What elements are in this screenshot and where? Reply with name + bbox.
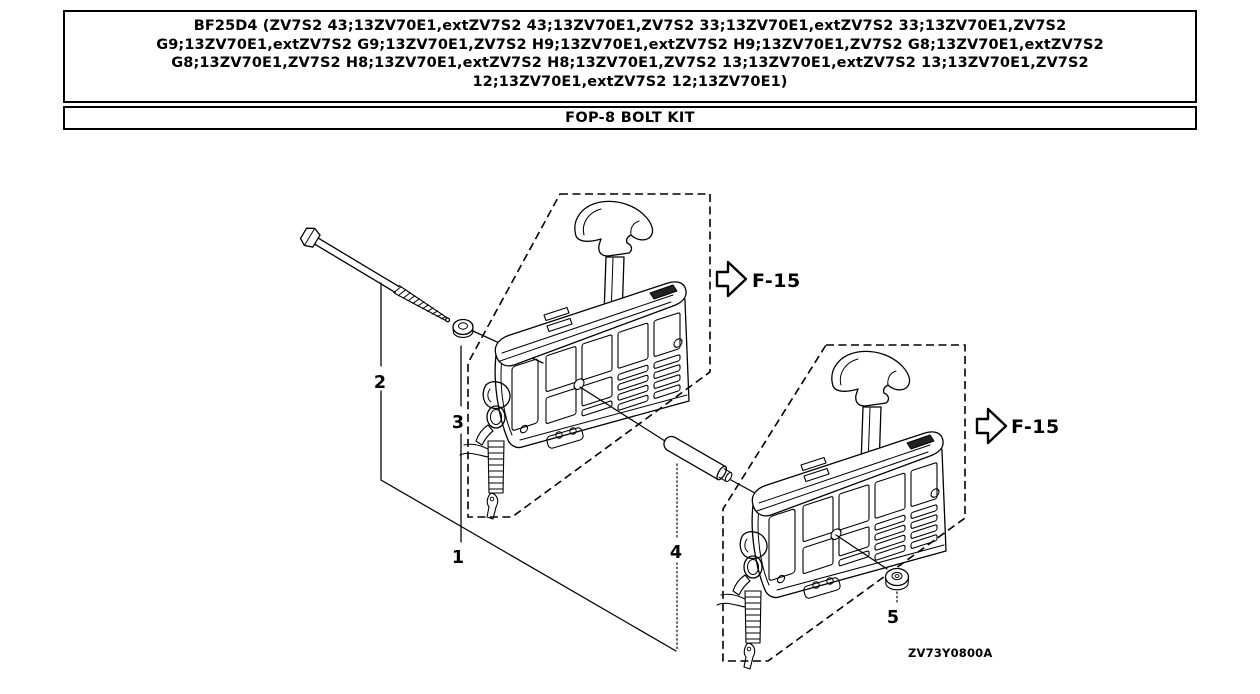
- f15-ref-right[interactable]: [977, 409, 1060, 443]
- callout-1[interactable]: 1: [451, 548, 465, 568]
- control-unit-right: [717, 351, 946, 669]
- callout-3[interactable]: 3: [451, 413, 465, 433]
- model-title-line: G9;13ZV70E1,extZV7S2 G9;13ZV70E1,ZV7S2 H9;13ZV70E1,extZV7S2 H9;13ZV70E1,ZV7S2 G8;13ZV70E1,extZV7S2: [156, 36, 1104, 53]
- leader-lines: [381, 283, 900, 651]
- part-nut-5: [886, 569, 909, 590]
- model-title-line: 12;13ZV70E1,extZV7S2 12;13ZV70E1): [472, 73, 788, 90]
- bolt-tip: [445, 317, 450, 322]
- callout-4[interactable]: 4: [669, 543, 683, 563]
- f15-ref-left[interactable]: [717, 262, 801, 296]
- section-title: FOP-8 BOLT KIT: [565, 110, 695, 126]
- leader-line-collar-left: [580, 387, 665, 441]
- f15-arrow-icon: [977, 409, 1006, 443]
- control-unit-left: [460, 201, 689, 519]
- callout-5[interactable]: 5: [886, 608, 900, 628]
- part-collar-4: [661, 434, 734, 485]
- f15-arrow-icon: [717, 262, 746, 296]
- drawing-code: ZV73Y0800A: [908, 646, 993, 660]
- callout-2[interactable]: 2: [373, 373, 387, 393]
- bolt-shank: [315, 238, 399, 292]
- bolt-threads: [395, 286, 449, 324]
- f15-ref-label[interactable]: F-15: [1011, 416, 1060, 438]
- part-nut-3: [453, 320, 473, 338]
- model-title-line: G8;13ZV70E1,ZV7S2 H8;13ZV70E1,extZV7S2 H8;13ZV70E1,ZV7S2 13;13ZV70E1,extZV7S2 13;13ZV70E1,ZV7S2: [171, 55, 1089, 71]
- f15-ref-label[interactable]: F-15: [752, 270, 801, 292]
- model-title-line: BF25D4 (ZV7S2 43;13ZV70E1,extZV7S2 43;13ZV70E1,ZV7S2 33;13ZV70E1,extZV7S2 33;13ZV70E1,ZV7S2: [193, 18, 1067, 34]
- part-bolt-2: [298, 225, 454, 330]
- leader-line-5: [836, 535, 887, 569]
